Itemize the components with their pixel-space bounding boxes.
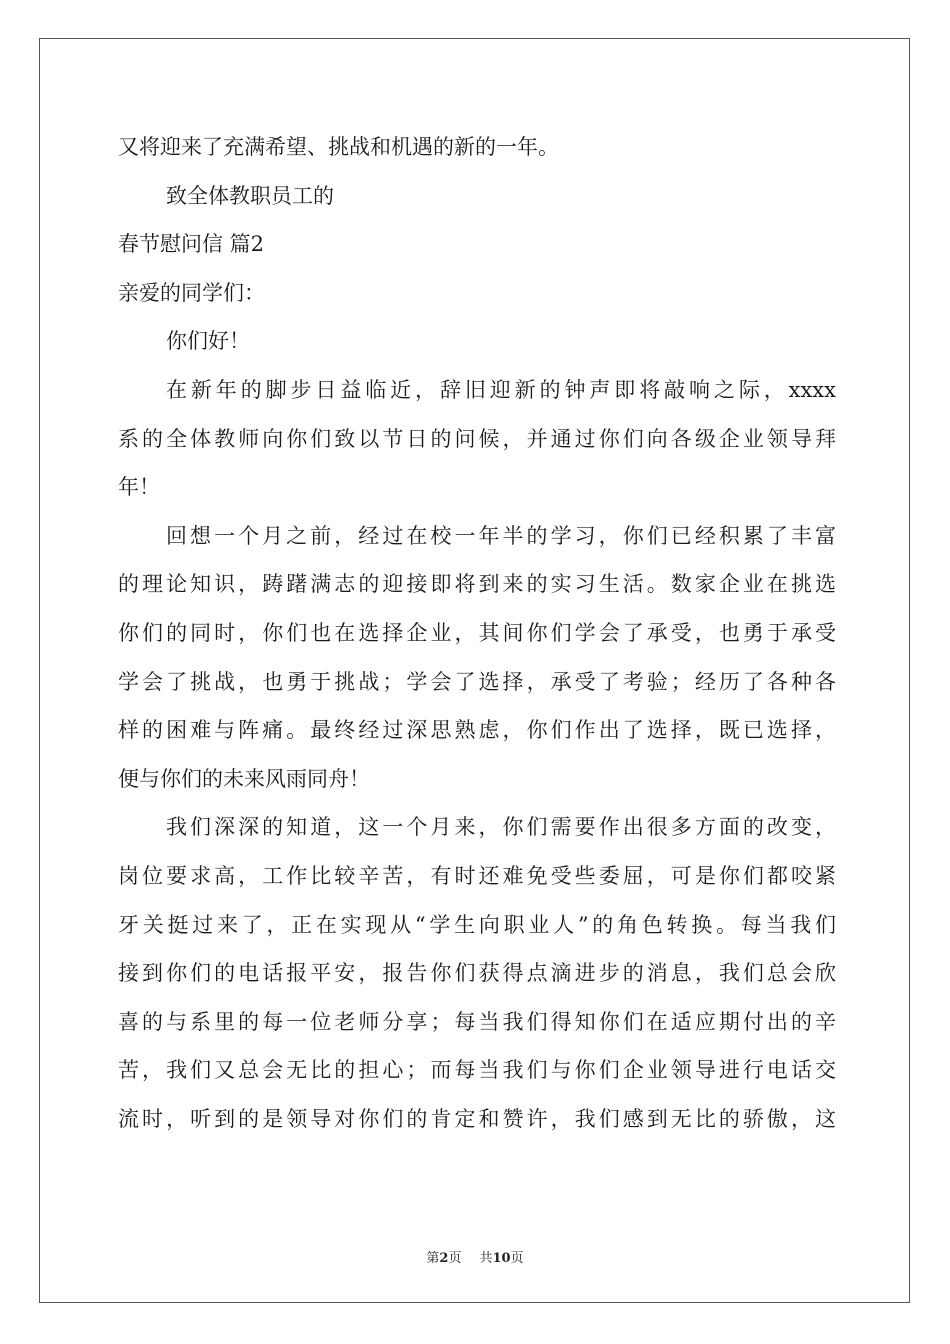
page-footer [0,1247,950,1266]
text-line: 牙关挺过来了，正在实现从“学生向职业人”的角色转换。每当我们 [118,912,836,937]
text-line: 你们的同时，你们也在选择企业，其间你们学会了承受，也勇于承受 [118,620,836,645]
text-line: 的理论知识，踌躇满志的迎接即将到来的实习生活。数家企业在挑选 [118,572,836,597]
text-line: 致全体教职员工的 [166,183,334,208]
document-body [118,123,836,1143]
text-line: 苦，我们又总会无比的担心；而每当我们与你们企业领导进行电话交 [118,1058,836,1083]
text-line: 喜的与系里的每一位老师分享；每当我们得知你们在适应期付出的辛 [118,1009,836,1034]
text-line: 年！ [118,475,160,500]
text-line: 样的困难与阵痛。最终经过深思熟虑，你们作出了选择，既已选择， [118,718,836,743]
text-line: 亲爱的同学们： [118,280,265,305]
text-line: 流时，听到的是领导对你们的肯定和赞许，我们感到无比的骄傲，这 [118,1106,836,1131]
text-line: 又将迎来了充满希望、挑战和机遇的新的一年。 [118,135,559,159]
text-line: 系的全体教师向你们致以节日的问候，并通过你们向各级企业领导拜 [118,426,836,451]
text-line: 接到你们的电话报平安，报告你们获得点滴进步的消息，我们总会欣 [118,961,836,986]
text-line: 你们好！ [166,329,250,354]
text-line: 学会了挑战，也勇于挑战；学会了选择，承受了考验；经历了各种各 [118,669,836,694]
text-line: 我们深深的知道，这一个月来，你们需要作出很多方面的改变， [166,815,836,840]
text-line: 回想一个月之前，经过在校一年半的学习，你们已经积累了丰富 [166,523,836,548]
text-line: 便与你们的未来风雨同舟！ [118,766,370,791]
text-line: 在新年的脚步日益临近，辞旧迎新的钟声即将敲响之际，xxxx [166,377,836,402]
page-number: 第2页 [426,1251,462,1266]
text-line: 春节慰问信 篇2 [118,232,265,257]
page-total: 共10页 [479,1251,524,1266]
text-line: 岗位要求高，工作比较辛苦，有时还难免受些委屈，可是你们都咬紧 [118,863,836,888]
